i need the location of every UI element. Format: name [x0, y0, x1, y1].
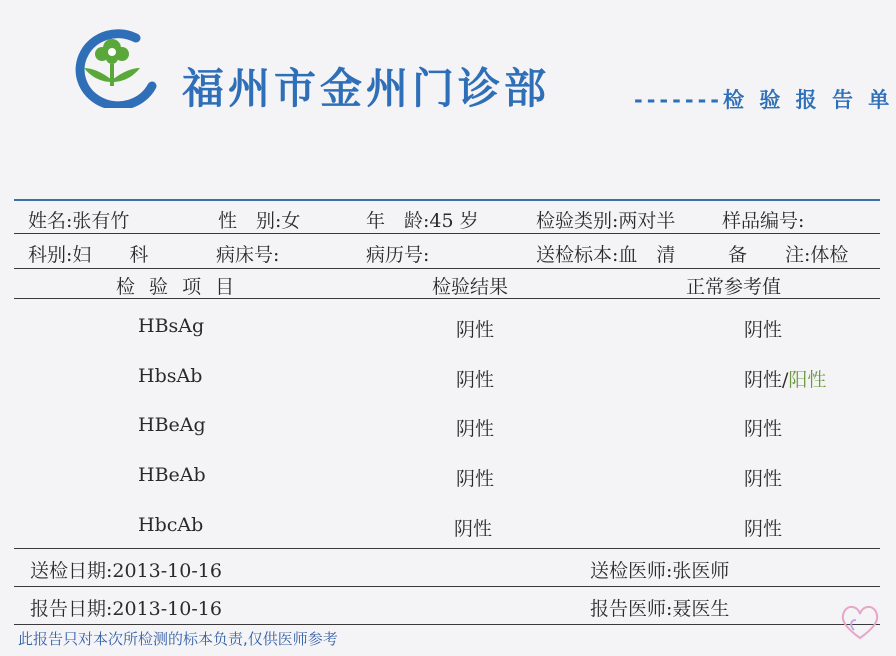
test-result: 阴性	[454, 518, 493, 540]
row-divider	[14, 268, 880, 269]
test-type-value: 两对半	[618, 210, 676, 232]
reference-value: 阴性	[744, 319, 783, 341]
test-reference	[744, 315, 782, 342]
report-doctor-field	[590, 594, 729, 621]
disclaimer-note: 此报告只对本次所检测的标本负责,仅供医师参考	[18, 630, 338, 648]
bottom-divider	[14, 624, 880, 625]
test-result: 阴性	[456, 468, 495, 490]
report-doctor-value: 聂医生	[672, 598, 730, 620]
bed-field	[216, 240, 279, 267]
patient-age-field	[366, 206, 479, 233]
bed-label: 病床号:	[216, 244, 280, 266]
age-value: 45 岁	[429, 210, 479, 232]
test-item: HBsAg	[138, 315, 205, 337]
submit-doctor-field	[590, 556, 729, 583]
col-header-item: 检 验 项 目	[116, 276, 239, 298]
sample-no-label: 样品编号:	[722, 210, 805, 232]
reference-value: 阴性	[744, 518, 783, 540]
reference-value: 阴性	[744, 418, 783, 440]
record-label: 病历号:	[366, 244, 430, 266]
clinic-title: 福州市金州门诊部	[182, 64, 551, 113]
age-label: 年 龄:	[366, 210, 430, 232]
row-divider	[14, 586, 880, 587]
dept-label: 科别:	[28, 244, 73, 266]
table-bottom-divider	[14, 548, 880, 549]
record-field	[366, 240, 429, 267]
dept-field	[28, 240, 148, 267]
report-subtitle: -------检 验 报 告 单	[634, 88, 894, 112]
test-reference	[744, 365, 826, 392]
sex-value: 女	[281, 210, 301, 232]
patient-name-field	[28, 206, 129, 233]
col-header-result: 检验结果	[432, 276, 509, 298]
test-item: HBeAb	[138, 464, 206, 486]
row-divider	[14, 233, 880, 234]
test-reference	[744, 464, 782, 491]
remark-label: 备 注:	[728, 244, 811, 266]
test-item: HBeAg	[138, 414, 206, 436]
report-doctor-label: 报告医师:	[590, 598, 673, 620]
test-result: 阴性	[456, 369, 495, 391]
sex-label: 性 别:	[218, 210, 282, 232]
test-reference	[744, 514, 782, 541]
top-divider	[14, 199, 880, 201]
submit-date-field	[30, 556, 222, 583]
clinic-flower-logo-icon	[66, 24, 162, 108]
header-divider	[14, 298, 880, 299]
specimen-label: 送检标本:	[536, 244, 619, 266]
test-result: 阴性	[456, 418, 495, 440]
specimen-field	[536, 240, 675, 267]
submit-doctor-value: 张医师	[672, 560, 730, 582]
test-type-label: 检验类别:	[536, 210, 619, 232]
report-date-value: 2013-10-16	[112, 598, 222, 620]
test-reference	[744, 414, 782, 441]
name-value: 张有竹	[72, 210, 130, 232]
test-type-field	[536, 206, 675, 233]
submit-doctor-label: 送检医师:	[590, 560, 673, 582]
reference-alt-value: 阳性	[788, 369, 827, 391]
submit-date-label: 送检日期:	[30, 560, 113, 582]
remark-value: 体检	[810, 244, 849, 266]
remark-field	[728, 240, 848, 267]
report-date-field	[30, 594, 222, 621]
patient-sex-field	[218, 206, 300, 233]
reference-value: 阴性/	[744, 369, 789, 391]
col-header-reference: 正常参考值	[686, 276, 782, 298]
heart-watermark-icon	[836, 600, 884, 644]
report-date-label: 报告日期:	[30, 598, 113, 620]
dept-value: 妇 科	[72, 244, 149, 266]
sample-no-field	[722, 206, 804, 233]
test-result: 阴性	[456, 319, 495, 341]
reference-value: 阴性	[744, 468, 783, 490]
submit-date-value: 2013-10-16	[112, 560, 222, 582]
test-item: HbsAb	[138, 365, 203, 387]
name-label: 姓名:	[28, 210, 73, 232]
test-item: HbcAb	[138, 514, 204, 536]
specimen-value: 血 清	[618, 244, 676, 266]
